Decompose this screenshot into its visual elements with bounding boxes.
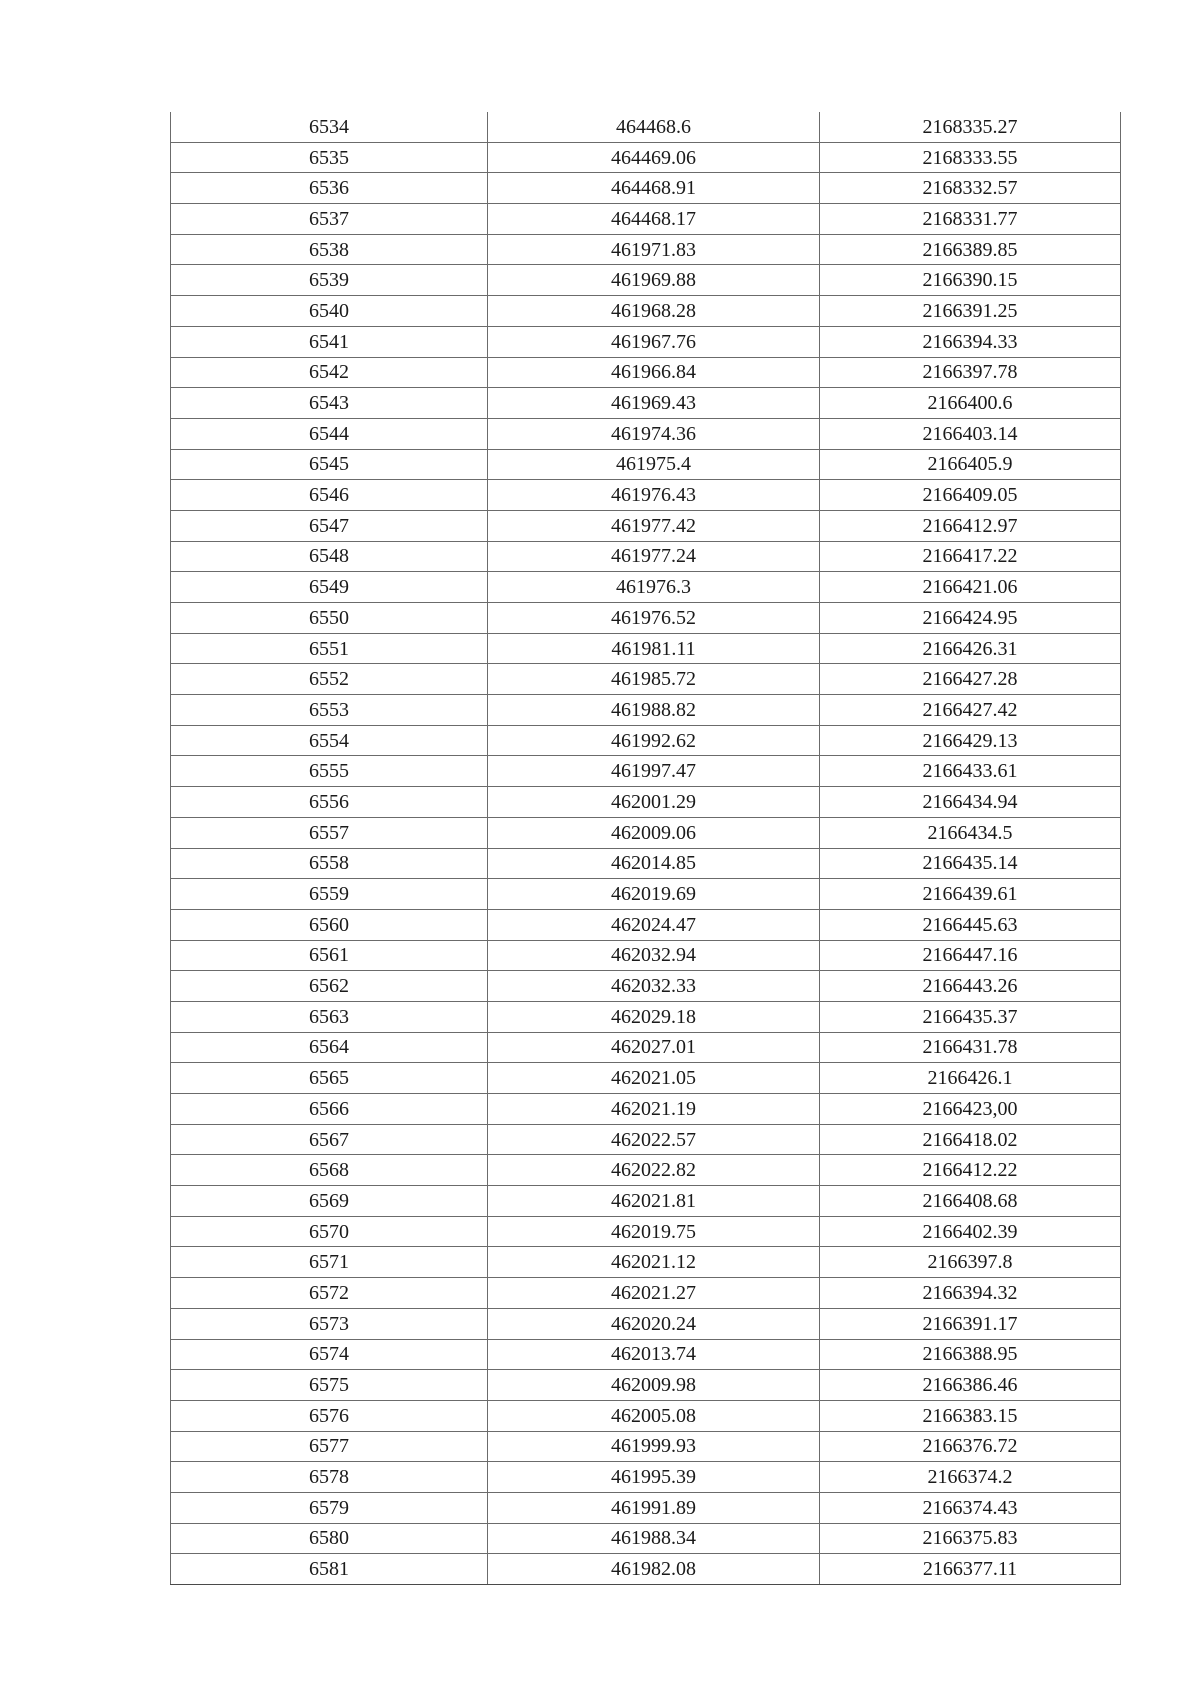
y-coordinate-cell: 2166443.26 [820, 971, 1121, 1002]
point-number-cell: 6567 [171, 1124, 488, 1155]
y-coordinate-cell: 2168333.55 [820, 142, 1121, 173]
table-row [171, 940, 1121, 971]
y-coordinate-cell: 2166429.13 [820, 725, 1121, 756]
point-number-cell: 6569 [171, 1186, 488, 1217]
table-row [171, 1032, 1121, 1063]
y-coordinate-cell: 2166439.61 [820, 879, 1121, 910]
table-row [171, 1278, 1121, 1309]
point-number-cell: 6573 [171, 1308, 488, 1339]
table-row [171, 633, 1121, 664]
y-coordinate-cell: 2166431.78 [820, 1032, 1121, 1063]
y-coordinate-cell: 2166447.16 [820, 940, 1121, 971]
x-coordinate-cell: 461966.84 [488, 357, 820, 388]
table-row [171, 695, 1121, 726]
x-coordinate-cell: 461988.34 [488, 1523, 820, 1554]
y-coordinate-cell: 2166394.32 [820, 1278, 1121, 1309]
x-coordinate-cell: 464468.17 [488, 204, 820, 235]
table-row [171, 112, 1121, 142]
table-row [171, 971, 1121, 1002]
point-number-cell: 6545 [171, 449, 488, 480]
point-number-cell: 6535 [171, 142, 488, 173]
y-coordinate-cell: 2166388.95 [820, 1339, 1121, 1370]
x-coordinate-cell: 461992.62 [488, 725, 820, 756]
y-coordinate-cell: 2166405.9 [820, 449, 1121, 480]
y-coordinate-cell: 2166423,00 [820, 1094, 1121, 1125]
y-coordinate-cell: 2166386.46 [820, 1370, 1121, 1401]
table-row [171, 817, 1121, 848]
point-number-cell: 6544 [171, 418, 488, 449]
table-row [171, 879, 1121, 910]
coordinates-table [170, 112, 1121, 1585]
y-coordinate-cell: 2166435.37 [820, 1001, 1121, 1032]
x-coordinate-cell: 461981.11 [488, 633, 820, 664]
x-coordinate-cell: 461985.72 [488, 664, 820, 695]
x-coordinate-cell: 462005.08 [488, 1400, 820, 1431]
point-number-cell: 6579 [171, 1492, 488, 1523]
table-row [171, 1001, 1121, 1032]
point-number-cell: 6568 [171, 1155, 488, 1186]
y-coordinate-cell: 2166408.68 [820, 1186, 1121, 1217]
table-row [171, 1124, 1121, 1155]
table-row [171, 909, 1121, 940]
y-coordinate-cell: 2166374.43 [820, 1492, 1121, 1523]
point-number-cell: 6546 [171, 480, 488, 511]
x-coordinate-cell: 462019.69 [488, 879, 820, 910]
table-row [171, 1523, 1121, 1554]
x-coordinate-cell: 462014.85 [488, 848, 820, 879]
table-row [171, 1400, 1121, 1431]
table-row [171, 510, 1121, 541]
y-coordinate-cell: 2166435.14 [820, 848, 1121, 879]
point-number-cell: 6565 [171, 1063, 488, 1094]
x-coordinate-cell: 461976.43 [488, 480, 820, 511]
table-row [171, 296, 1121, 327]
point-number-cell: 6571 [171, 1247, 488, 1278]
x-coordinate-cell: 462021.19 [488, 1094, 820, 1125]
point-number-cell: 6563 [171, 1001, 488, 1032]
x-coordinate-cell: 461968.28 [488, 296, 820, 327]
x-coordinate-cell: 462021.27 [488, 1278, 820, 1309]
point-number-cell: 6562 [171, 971, 488, 1002]
x-coordinate-cell: 462029.18 [488, 1001, 820, 1032]
table-row [171, 1155, 1121, 1186]
point-number-cell: 6552 [171, 664, 488, 695]
point-number-cell: 6574 [171, 1339, 488, 1370]
point-number-cell: 6560 [171, 909, 488, 940]
coordinates-table-body [171, 112, 1121, 1585]
table-row [171, 848, 1121, 879]
x-coordinate-cell: 462021.12 [488, 1247, 820, 1278]
x-coordinate-cell: 462021.81 [488, 1186, 820, 1217]
table-row [171, 204, 1121, 235]
y-coordinate-cell: 2166377.11 [820, 1554, 1121, 1585]
table-row [171, 541, 1121, 572]
x-coordinate-cell: 462021.05 [488, 1063, 820, 1094]
point-number-cell: 6548 [171, 541, 488, 572]
x-coordinate-cell: 461977.42 [488, 510, 820, 541]
table-row [171, 265, 1121, 296]
table-row [171, 572, 1121, 603]
x-coordinate-cell: 462024.47 [488, 909, 820, 940]
x-coordinate-cell: 462022.57 [488, 1124, 820, 1155]
point-number-cell: 6538 [171, 234, 488, 265]
table-row [171, 142, 1121, 173]
y-coordinate-cell: 2166412.22 [820, 1155, 1121, 1186]
point-number-cell: 6580 [171, 1523, 488, 1554]
y-coordinate-cell: 2166397.78 [820, 357, 1121, 388]
y-coordinate-cell: 2166391.25 [820, 296, 1121, 327]
table-row [171, 173, 1121, 204]
x-coordinate-cell: 462027.01 [488, 1032, 820, 1063]
table-row [171, 1308, 1121, 1339]
y-coordinate-cell: 2166374.2 [820, 1462, 1121, 1493]
point-number-cell: 6551 [171, 633, 488, 664]
x-coordinate-cell: 464469.06 [488, 142, 820, 173]
x-coordinate-cell: 461974.36 [488, 418, 820, 449]
x-coordinate-cell: 462001.29 [488, 787, 820, 818]
x-coordinate-cell: 462032.33 [488, 971, 820, 1002]
y-coordinate-cell: 2166424.95 [820, 603, 1121, 634]
point-number-cell: 6536 [171, 173, 488, 204]
x-coordinate-cell: 461975.4 [488, 449, 820, 480]
table-row [171, 1370, 1121, 1401]
y-coordinate-cell: 2166434.94 [820, 787, 1121, 818]
point-number-cell: 6555 [171, 756, 488, 787]
x-coordinate-cell: 462009.98 [488, 1370, 820, 1401]
point-number-cell: 6581 [171, 1554, 488, 1585]
x-coordinate-cell: 461977.24 [488, 541, 820, 572]
x-coordinate-cell: 462009.06 [488, 817, 820, 848]
y-coordinate-cell: 2166397.8 [820, 1247, 1121, 1278]
y-coordinate-cell: 2166400.6 [820, 388, 1121, 419]
x-coordinate-cell: 461997.47 [488, 756, 820, 787]
x-coordinate-cell: 462020.24 [488, 1308, 820, 1339]
table-row [171, 664, 1121, 695]
point-number-cell: 6559 [171, 879, 488, 910]
y-coordinate-cell: 2166426.1 [820, 1063, 1121, 1094]
x-coordinate-cell: 461982.08 [488, 1554, 820, 1585]
y-coordinate-cell: 2166403.14 [820, 418, 1121, 449]
point-number-cell: 6543 [171, 388, 488, 419]
x-coordinate-cell: 461967.76 [488, 326, 820, 357]
table-row [171, 1462, 1121, 1493]
table-row [171, 1554, 1121, 1585]
y-coordinate-cell: 2166394.33 [820, 326, 1121, 357]
y-coordinate-cell: 2166412.97 [820, 510, 1121, 541]
point-number-cell: 6564 [171, 1032, 488, 1063]
y-coordinate-cell: 2166375.83 [820, 1523, 1121, 1554]
table-row [171, 1216, 1121, 1247]
point-number-cell: 6547 [171, 510, 488, 541]
table-row [171, 756, 1121, 787]
table-row [171, 1247, 1121, 1278]
y-coordinate-cell: 2168331.77 [820, 204, 1121, 235]
point-number-cell: 6539 [171, 265, 488, 296]
table-row [171, 449, 1121, 480]
point-number-cell: 6554 [171, 725, 488, 756]
y-coordinate-cell: 2166409.05 [820, 480, 1121, 511]
table-row [171, 1492, 1121, 1523]
table-row [171, 418, 1121, 449]
y-coordinate-cell: 2166383.15 [820, 1400, 1121, 1431]
table-row [171, 1063, 1121, 1094]
x-coordinate-cell: 461991.89 [488, 1492, 820, 1523]
y-coordinate-cell: 2166433.61 [820, 756, 1121, 787]
x-coordinate-cell: 461976.3 [488, 572, 820, 603]
y-coordinate-cell: 2168332.57 [820, 173, 1121, 204]
point-number-cell: 6578 [171, 1462, 488, 1493]
point-number-cell: 6553 [171, 695, 488, 726]
point-number-cell: 6549 [171, 572, 488, 603]
y-coordinate-cell: 2166427.28 [820, 664, 1121, 695]
y-coordinate-cell: 2166391.17 [820, 1308, 1121, 1339]
point-number-cell: 6576 [171, 1400, 488, 1431]
x-coordinate-cell: 462022.82 [488, 1155, 820, 1186]
table-row [171, 1094, 1121, 1125]
point-number-cell: 6542 [171, 357, 488, 388]
table-row [171, 357, 1121, 388]
point-number-cell: 6558 [171, 848, 488, 879]
y-coordinate-cell: 2166434.5 [820, 817, 1121, 848]
table-row [171, 480, 1121, 511]
table-row [171, 787, 1121, 818]
table-row [171, 603, 1121, 634]
x-coordinate-cell: 462019.75 [488, 1216, 820, 1247]
x-coordinate-cell: 461971.83 [488, 234, 820, 265]
x-coordinate-cell: 461969.88 [488, 265, 820, 296]
point-number-cell: 6541 [171, 326, 488, 357]
y-coordinate-cell: 2166421.06 [820, 572, 1121, 603]
x-coordinate-cell: 461969.43 [488, 388, 820, 419]
y-coordinate-cell: 2166376.72 [820, 1431, 1121, 1462]
y-coordinate-cell: 2166390.15 [820, 265, 1121, 296]
point-number-cell: 6566 [171, 1094, 488, 1125]
x-coordinate-cell: 461976.52 [488, 603, 820, 634]
table-row [171, 1339, 1121, 1370]
point-number-cell: 6575 [171, 1370, 488, 1401]
table-row [171, 234, 1121, 265]
x-coordinate-cell: 462032.94 [488, 940, 820, 971]
point-number-cell: 6556 [171, 787, 488, 818]
x-coordinate-cell: 461999.93 [488, 1431, 820, 1462]
x-coordinate-cell: 464468.91 [488, 173, 820, 204]
table-row [171, 388, 1121, 419]
point-number-cell: 6572 [171, 1278, 488, 1309]
y-coordinate-cell: 2166426.31 [820, 633, 1121, 664]
y-coordinate-cell: 2166402.39 [820, 1216, 1121, 1247]
x-coordinate-cell: 464468.6 [488, 112, 820, 142]
table-row [171, 1186, 1121, 1217]
y-coordinate-cell: 2166417.22 [820, 541, 1121, 572]
x-coordinate-cell: 461988.82 [488, 695, 820, 726]
point-number-cell: 6570 [171, 1216, 488, 1247]
x-coordinate-cell: 461995.39 [488, 1462, 820, 1493]
point-number-cell: 6540 [171, 296, 488, 327]
point-number-cell: 6557 [171, 817, 488, 848]
y-coordinate-cell: 2166427.42 [820, 695, 1121, 726]
point-number-cell: 6561 [171, 940, 488, 971]
y-coordinate-cell: 2166389.85 [820, 234, 1121, 265]
point-number-cell: 6537 [171, 204, 488, 235]
x-coordinate-cell: 462013.74 [488, 1339, 820, 1370]
y-coordinate-cell: 2168335.27 [820, 112, 1121, 142]
table-row [171, 326, 1121, 357]
table-row [171, 725, 1121, 756]
table-row [171, 1431, 1121, 1462]
y-coordinate-cell: 2166418.02 [820, 1124, 1121, 1155]
point-number-cell: 6550 [171, 603, 488, 634]
y-coordinate-cell: 2166445.63 [820, 909, 1121, 940]
point-number-cell: 6534 [171, 112, 488, 142]
point-number-cell: 6577 [171, 1431, 488, 1462]
